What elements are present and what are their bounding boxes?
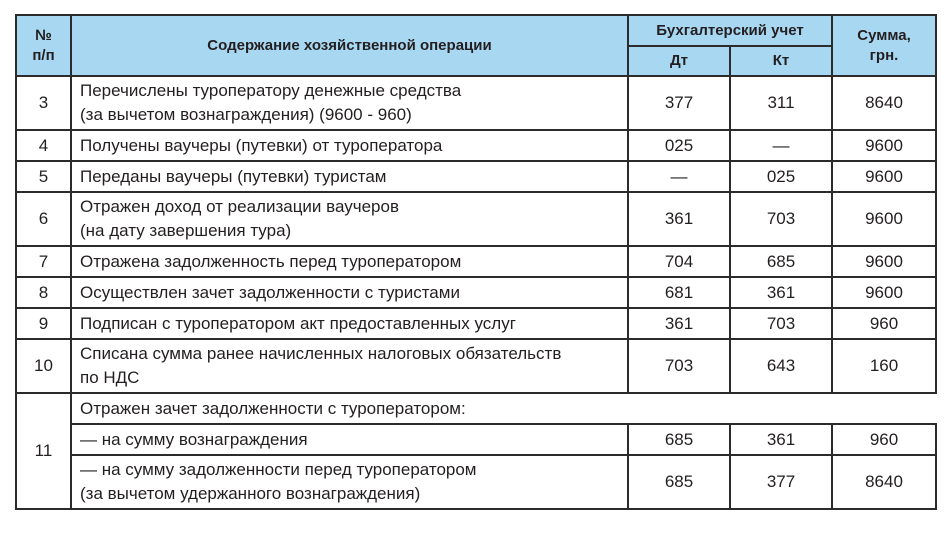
header-credit: Кт — [730, 46, 832, 76]
row-operation: Переданы ваучеры (путевки) туристам — [71, 161, 628, 192]
row-credit: 685 — [730, 246, 832, 277]
row-num: 3 — [16, 76, 71, 130]
row-credit: 025 — [730, 161, 832, 192]
row-operation: Осуществлен зачет задолженности с туристами — [71, 277, 628, 308]
table-row — [16, 339, 936, 393]
row-operation: Отражена задолженность перед туроператором — [71, 246, 628, 277]
row-num: 8 — [16, 277, 71, 308]
row-num: 10 — [16, 339, 71, 393]
row-debit: 703 — [628, 339, 730, 393]
row-num: 11 — [16, 393, 71, 509]
row-operation-title: Отражен зачет задолженности с туроператором: — [71, 393, 936, 424]
row-operation: Получены ваучеры (путевки) от туроператора — [71, 130, 628, 161]
row-debit: 685 — [628, 424, 730, 455]
row-debit: 361 — [628, 308, 730, 339]
row-credit: 703 — [730, 192, 832, 246]
accounting-operations-table — [15, 14, 937, 510]
row-credit: 377 — [730, 455, 832, 509]
row-sum: 160 — [832, 339, 936, 393]
header-operation: Содержание хозяйственной операции — [71, 15, 628, 76]
row-sum: 9600 — [832, 246, 936, 277]
table-row — [16, 424, 936, 455]
table-row — [16, 308, 936, 339]
row-operation: Перечислены туроператору денежные средства (за вычетом вознаграждения) (9600 - 960) — [71, 76, 628, 130]
row-credit: — — [730, 130, 832, 161]
header-sum: Сумма, грн. — [832, 15, 936, 76]
header-debit: Дт — [628, 46, 730, 76]
table-row — [16, 246, 936, 277]
row-credit: 643 — [730, 339, 832, 393]
row-num: 5 — [16, 161, 71, 192]
table-row — [16, 393, 936, 424]
row-operation: Списана сумма ранее начисленных налоговых обязательств по НДС — [71, 339, 628, 393]
header-accounting: Бухгалтерский учет — [628, 15, 832, 46]
row-sum: 9600 — [832, 130, 936, 161]
row-operation: — на сумму задолженности перед туроператором (за вычетом удержанного вознаграждения) — [71, 455, 628, 509]
table-row — [16, 192, 936, 246]
row-debit: 685 — [628, 455, 730, 509]
row-sum: 8640 — [832, 455, 936, 509]
table-row — [16, 130, 936, 161]
table-row — [16, 161, 936, 192]
row-debit: 377 — [628, 76, 730, 130]
header-row — [16, 15, 936, 46]
table-row — [16, 76, 936, 130]
row-operation: Отражен доход от реализации ваучеров (на дату завершения тура) — [71, 192, 628, 246]
row-num: 6 — [16, 192, 71, 246]
row-operation: — на сумму вознаграждения — [71, 424, 628, 455]
row-num: 7 — [16, 246, 71, 277]
table-row — [16, 277, 936, 308]
row-sum: 8640 — [832, 76, 936, 130]
row-debit: 704 — [628, 246, 730, 277]
row-credit: 311 — [730, 76, 832, 130]
row-sum: 9600 — [832, 161, 936, 192]
row-debit: — — [628, 161, 730, 192]
table-row — [16, 455, 936, 509]
header-num: № п/п — [16, 15, 71, 76]
row-operation: Подписан с туроператором акт предоставленных услуг — [71, 308, 628, 339]
row-debit: 681 — [628, 277, 730, 308]
row-num: 4 — [16, 130, 71, 161]
row-sum: 960 — [832, 424, 936, 455]
row-sum: 9600 — [832, 192, 936, 246]
row-debit: 025 — [628, 130, 730, 161]
row-credit: 361 — [730, 277, 832, 308]
row-debit: 361 — [628, 192, 730, 246]
row-num: 9 — [16, 308, 71, 339]
row-credit: 361 — [730, 424, 832, 455]
row-sum: 9600 — [832, 277, 936, 308]
row-credit: 703 — [730, 308, 832, 339]
row-sum: 960 — [832, 308, 936, 339]
